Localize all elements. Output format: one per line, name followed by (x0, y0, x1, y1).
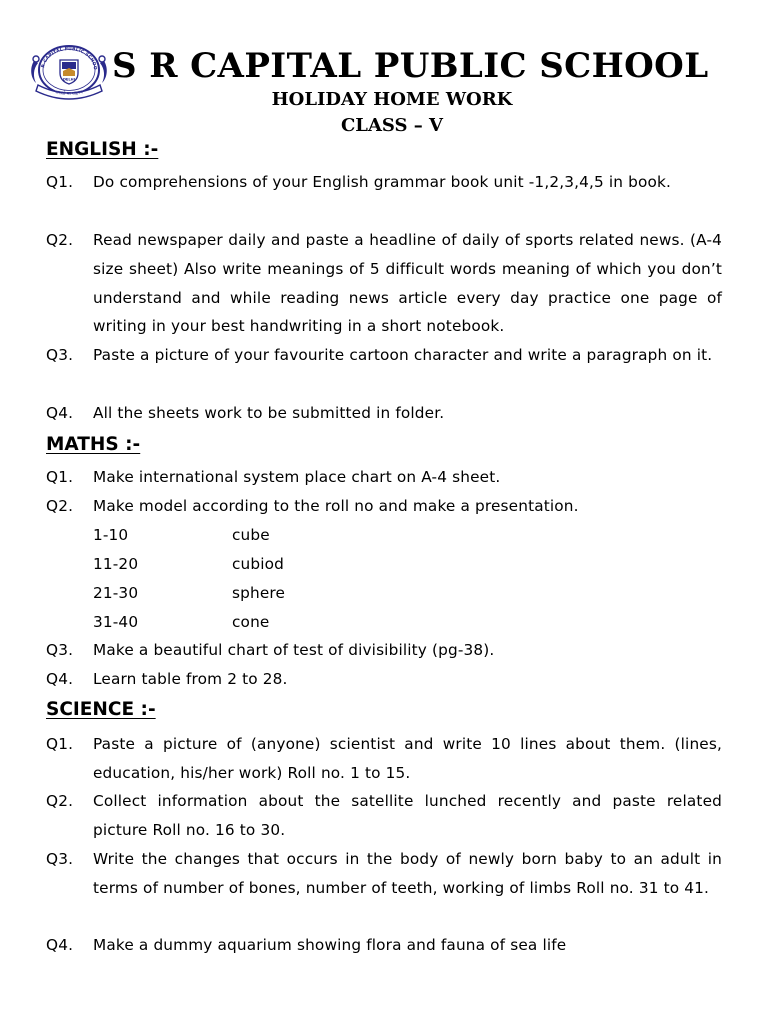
question-number: Q1. (46, 173, 74, 191)
question-number: Q1. (46, 468, 74, 486)
question-text: Make a beautiful chart of test of divisibility (pg-38). (93, 641, 495, 659)
english-q2 (46, 226, 722, 341)
roll-range: 1-10 (93, 526, 129, 544)
question-text: Write the changes that occurs in the body of newly born baby to an adult in terms of number of bones, number of teeth, working of limbs Roll no. 31 to 41. (93, 850, 722, 897)
question-text: All the sheets work to be submitted in folder. (93, 404, 445, 422)
science-heading: SCIENCE :- (46, 699, 156, 720)
question-number: Q2. (46, 231, 74, 249)
roll-range: 11-20 (93, 555, 139, 573)
svg-text:S R CAPITAL PUBLIC SCHOOL: R CAPITAL PUBLIC SCHOO (41, 46, 98, 71)
english-q3 (46, 341, 722, 370)
question-text: Make model according to the roll no and make a presentation. (93, 497, 579, 515)
question-text: Paste a picture of your favourite cartoon character and write a paragraph on it. (93, 346, 713, 364)
model-shape: cube (232, 526, 270, 544)
science-q3 (46, 845, 722, 903)
document-title: HOLIDAY HOME WORK (271, 89, 513, 110)
roll-range: 21-30 (93, 584, 139, 602)
question-number: Q3. (46, 641, 74, 659)
science-q4 (46, 931, 722, 960)
maths-q3 (46, 636, 722, 665)
question-text: Make a dummy aquarium showing flora and fauna of sea life (93, 936, 567, 954)
question-text: Learn table from 2 to 28. (93, 670, 288, 688)
maths-q1 (46, 463, 722, 492)
maths-heading: MATHS :- (46, 434, 141, 455)
question-number: Q3. (46, 346, 74, 364)
english-heading: ENGLISH :- (46, 139, 159, 160)
model-shape: cubiod (232, 555, 285, 573)
school-name: S R CAPITAL PUBLIC SCHOOL (112, 46, 709, 86)
question-text: Do comprehensions of your English grammar book unit -1,2,3,4,5 in book. (93, 173, 672, 191)
class-label: CLASS – V (340, 115, 444, 136)
english-q1 (46, 168, 722, 197)
question-number: Q2. (46, 792, 74, 810)
science-q2 (46, 787, 722, 845)
maths-q2 (46, 492, 722, 521)
question-number: Q1. (46, 735, 74, 753)
question-text: Make international system place chart on A-4 sheet. (93, 468, 501, 486)
model-shape: cone (232, 613, 270, 631)
question-text: Collect information about the satellite lunched recently and paste related picture Roll no. 16 to 30. (93, 792, 722, 839)
model-shape: sphere (232, 584, 286, 602)
question-number: Q3. (46, 850, 74, 868)
question-number: Q4. (46, 404, 74, 422)
question-number: Q4. (46, 670, 74, 688)
science-q1 (46, 730, 722, 788)
svg-text:DELHI: DELHI (62, 77, 76, 82)
maths-q4 (46, 665, 722, 694)
question-text: Read newspaper daily and paste a headline of daily of sports related news. (A-4 size sheet) Also write meanings of 5 difficult words meaning of which you don’t understand and while reading news article every day practice one page of writing in your best handwriting in a short notebook. (93, 231, 722, 336)
english-q4 (46, 399, 722, 428)
question-number: Q4. (46, 936, 74, 954)
question-text: Paste a picture of (anyone) scientist and write 10 lines about them. (lines, education, his/her work) Roll no. 1 to 15. (93, 735, 722, 782)
question-number: Q2. (46, 497, 74, 515)
roll-range: 31-40 (93, 613, 139, 631)
svg-text:असतो मा सद्गमय: असतो मा सद्गमय (54, 90, 84, 98)
